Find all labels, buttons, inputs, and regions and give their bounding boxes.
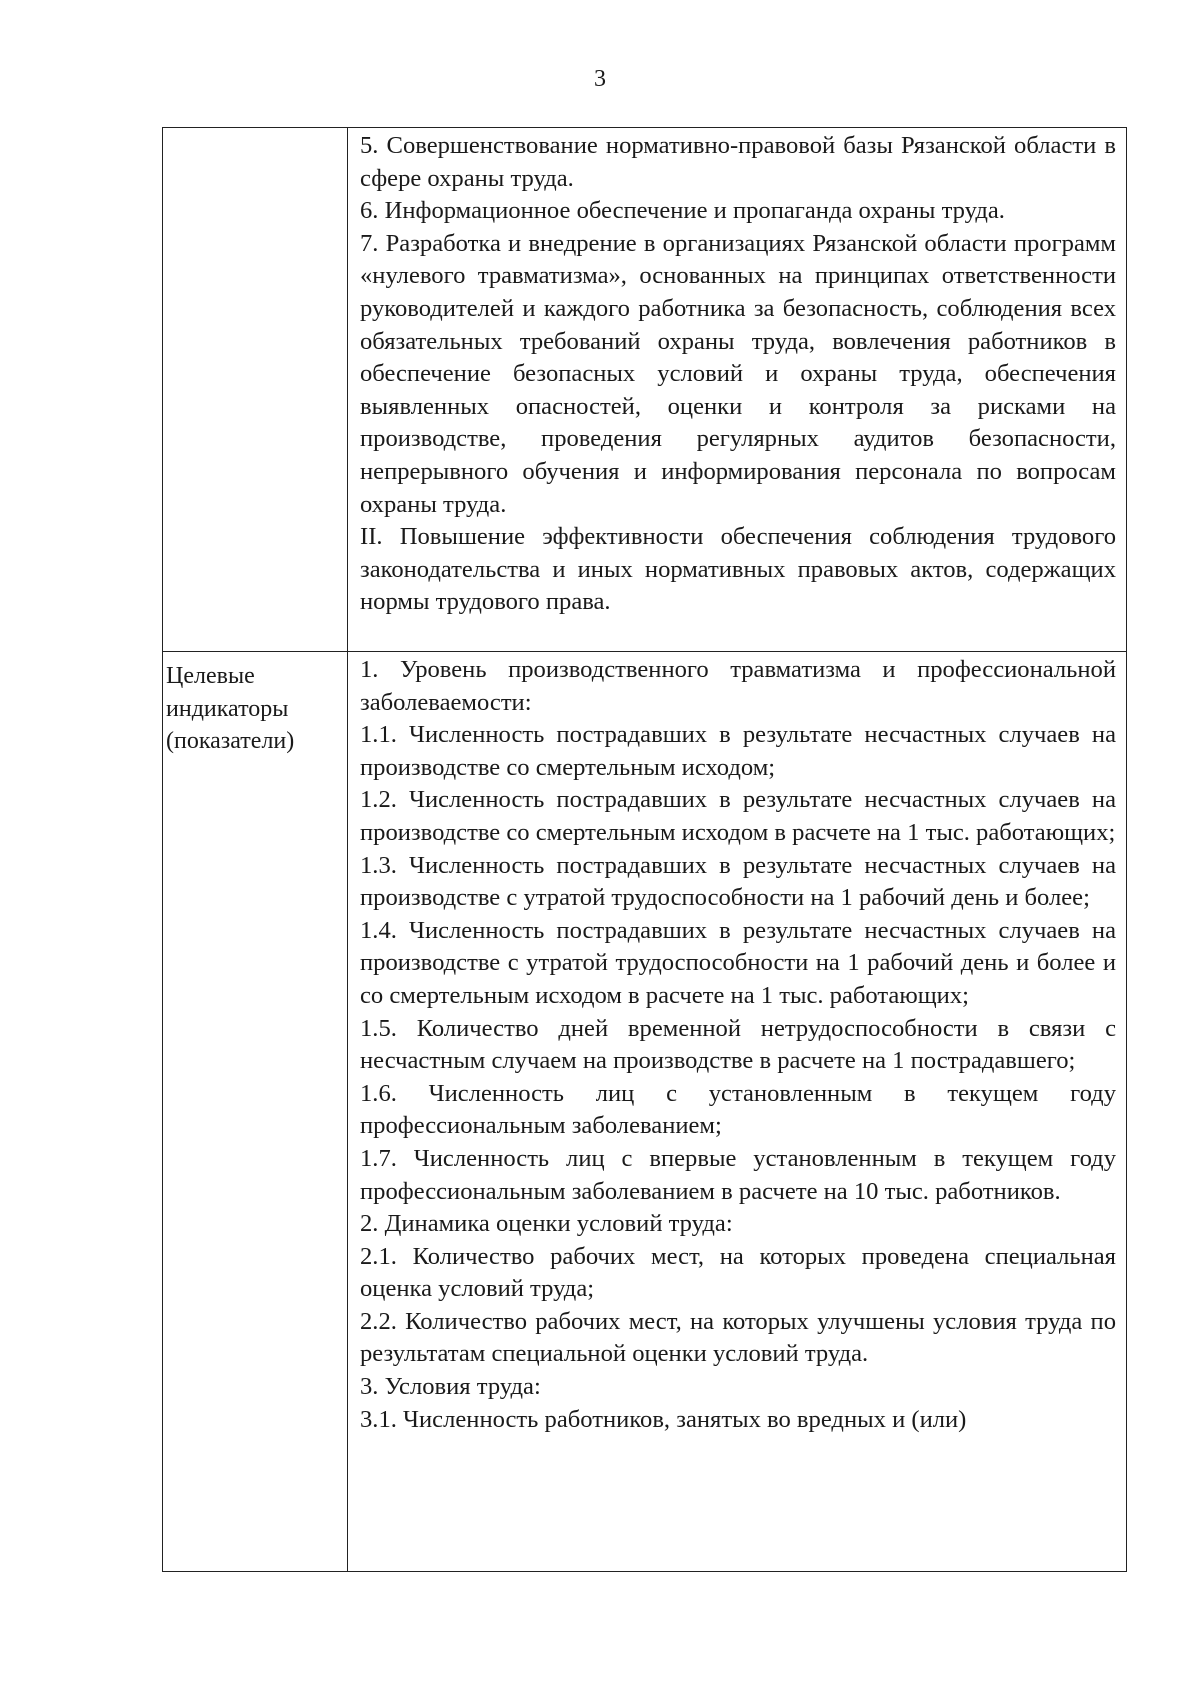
row-label-cell	[163, 652, 348, 1572]
table-row-indicators	[163, 652, 1127, 1572]
task-item-5: 5. Совершенствование нормативно-правовой базы Рязанской области в сфере охраны труда.	[360, 132, 1116, 192]
indicator-item: 1.3. Численность пострадавших в результате несчастных случаев на производстве с утратой трудоспособности на 1 рабочий день и более;	[360, 851, 1116, 912]
row-content-cell	[348, 128, 1127, 652]
indicator-item: 1.4. Численность пострадавших в результате несчастных случаев на производстве с утратой трудоспособности на 1 рабочий день и более и со смертельным исходом в расчете на 1 тыс. работающих;	[360, 916, 1116, 1009]
table-row-tasks	[163, 128, 1127, 652]
label-line: Целевые	[166, 663, 255, 689]
indicator-item: 2.1. Количество рабочих мест, на которых проведена специальная оценка условий труда;	[360, 1242, 1116, 1303]
task-item-6: 6. Информационное обеспечение и пропаганда охраны труда.	[360, 197, 1005, 225]
row-label-cell	[163, 128, 348, 652]
row-content-cell	[348, 652, 1127, 1572]
task-item-7: 7. Разработка и внедрение в организациях Рязанской области программ «нулевого травматизма», основанных на принципах ответственности руководителей и каждого работника за безопасность, соблюдения всех обязательных требований охраны труда, вовлечения работников в обеспечение безопасных условий и охраны труда, обеспечения выявленных опасностей, оценки и контроля за рисками на производстве, проведения регулярных аудитов безопасности, непрерывного обучения и информирования персонала по вопросам охраны труда.	[360, 229, 1116, 518]
indicator-item: 1. Уровень производственного травматизма и профессиональной заболеваемости:	[360, 656, 1116, 716]
indicator-item: 3.1. Численность работников, занятых во вредных и (или)	[360, 1405, 967, 1433]
indicator-item: 2. Динамика оценки условий труда:	[360, 1210, 733, 1238]
indicator-item: 3. Условия труда:	[360, 1373, 541, 1401]
indicator-item: 1.7. Численность лиц с впервые установленным в текущем году профессиональным заболеванием в расчете на 10 тыс. работников.	[360, 1144, 1116, 1205]
indicator-item: 1.5. Количество дней временной нетрудоспособности в связи с несчастным случаем на производстве в расчете на 1 пострадавшего;	[360, 1014, 1116, 1075]
indicator-item: 2.2. Количество рабочих мест, на которых улучшены условия труда по результатам специальной оценки условий труда.	[360, 1307, 1116, 1368]
label-line: индикаторы	[166, 695, 289, 722]
label-line: (показатели)	[166, 728, 295, 755]
indicator-item: 1.2. Численность пострадавших в результате несчастных случаев на производстве со смертельным исходом в расчете на 1 тыс. работающих;	[360, 786, 1116, 846]
indicator-item: 1.1. Численность пострадавших в результате несчастных случаев на производстве со смертельным исходом;	[360, 721, 1116, 781]
passport-table	[162, 127, 1127, 1572]
indicator-item: 1.6. Численность лиц с установленным в текущем году профессиональным заболеванием;	[360, 1079, 1116, 1140]
page-number: 3	[594, 66, 606, 92]
task-item-ii: II. Повышение эффективности обеспечения соблюдения трудового законодательства и иных нормативных правовых актов, содержащих нормы трудового права.	[360, 523, 1116, 616]
